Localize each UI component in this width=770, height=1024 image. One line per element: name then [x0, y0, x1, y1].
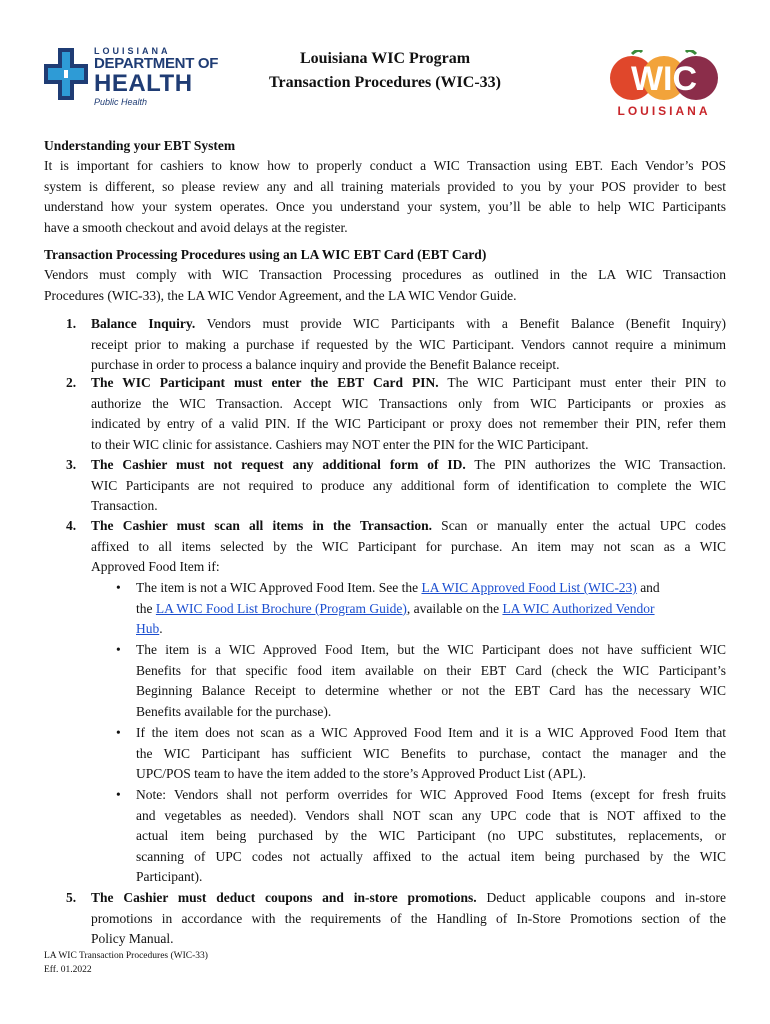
list-item-text: receipt prior to making a purchase if requested by the WIC Participant. Vendors cannot require a minimum — [91, 336, 726, 352]
paragraph-line: Procedures (WIC-33), the LA WIC Vendor Agreement, and the LA WIC Vendor Guide. — [44, 287, 517, 303]
list-item-text: to their WIC clinic for assistance. Cashiers may NOT enter the PIN for the WIC Participant. — [91, 436, 589, 452]
paragraph-line: system is different, so please review any and all training materials provided to you by your POS provider to best — [44, 178, 726, 194]
bullet-text: Beginning Balance Receipt to determine whether or not the EBT Card has the necessary WIC — [136, 683, 726, 699]
food-list-brochure-link[interactable]: LA WIC Food List Brochure (Program Guide) — [155, 600, 407, 616]
paragraph-line: It is important for cashiers to know how to properly conduct a WIC Transaction using EBT. Each Vendor’s POS — [44, 158, 726, 173]
list-item-lead: Balance Inquiry. — [91, 316, 196, 331]
bullet-item — [136, 785, 726, 888]
bullet-item — [136, 723, 726, 785]
ldh-health-label: HEALTH — [94, 70, 193, 97]
bullet-text: . — [159, 621, 163, 637]
ldh-state-label: LOUISIANA — [94, 46, 171, 56]
footer-effective-date: Eff. 01.2022 — [44, 965, 92, 975]
ldh-logo — [44, 46, 224, 108]
bullet-text: the WIC Participant has sufficient WIC Benefits to purchase, contact the manager and the — [136, 745, 726, 761]
list-number: 1. — [66, 316, 77, 331]
list-item — [91, 373, 726, 455]
bullet-text: and — [636, 580, 660, 595]
list-item-text: Vendors must provide WIC Participants with a Benefit Balance (Benefit Inquiry) — [195, 316, 726, 331]
paragraph-line: Vendors must comply with WIC Transaction Processing procedures as outlined in the LA WIC Transaction — [44, 267, 726, 282]
bullet-text: The item is not a WIC Approved Food Item. See the — [136, 580, 422, 595]
paragraph-line: understand how your system operates. Once you understand your system, you’ll be able to help WIC Participants — [44, 199, 726, 215]
ldh-dept-label: DEPARTMENT OF — [94, 55, 219, 72]
list-item — [91, 888, 726, 950]
list-item-text: The PIN authorizes the WIC Transaction. — [465, 457, 726, 472]
list-item-text: Transaction. — [91, 498, 158, 514]
health-cross-icon — [44, 48, 88, 100]
list-number: 5. — [66, 890, 77, 905]
list-item — [91, 455, 726, 517]
list-item-text: Deduct applicable coupons and in-store — [476, 890, 726, 905]
list-item-text: indicated by entry of a valid PIN. If the WIC Participant or proxy does not remember their PIN, refer them — [91, 416, 726, 432]
list-item — [91, 516, 726, 578]
list-item-text: WIC Participants are not required to produce any additional form of identification to complete the WIC — [91, 477, 726, 493]
list-item-text: The WIC Participant must enter their PIN to — [438, 375, 726, 390]
list-item-text: authorize the WIC Transaction. Accept WIC Transactions only from WIC Participants or proxies as — [91, 395, 726, 411]
section-paragraph-transaction-processing — [44, 265, 726, 306]
bullet-text: If the item does not scan as a WIC Approved Food Item and it is a WIC Approved Food Item that — [136, 725, 726, 740]
list-item-text: affixed to all items selected by the WIC Participant for purchase. An item may not scan as a WIC — [91, 538, 726, 554]
vendor-hub-link[interactable]: LA WIC Authorized Vendor — [502, 600, 655, 616]
bullet-item — [136, 578, 726, 640]
section-heading-transaction-processing: Transaction Processing Procedures using an LA WIC EBT Card (EBT Card) — [44, 247, 487, 262]
wic-23-link[interactable]: LA WIC Approved Food List (WIC-23) — [421, 580, 637, 595]
bullet-text: Note: Vendors shall not perform overrides for WIC Approved Food Items (except for fresh fruits — [136, 787, 726, 802]
list-item-text: Scan or manually enter the actual UPC codes — [431, 518, 726, 533]
bullet-item — [136, 640, 726, 722]
doc-title: Louisiana WIC Program — [299, 50, 471, 67]
wic-state-label: LOUISIANA — [617, 104, 711, 118]
list-item-text: Approved Food Item if: — [91, 559, 220, 575]
bullet-text: , available on the — [406, 600, 503, 616]
bullet-text: scanning of UPC codes not actually affixed to the actual item being purchased by the WIC — [136, 848, 726, 864]
bullet-text: Benefits available for the purchase). — [136, 703, 332, 719]
bullet-text: the — [136, 600, 156, 616]
section-heading-ebt-system: Understanding your EBT System — [44, 138, 236, 153]
list-item-text: Policy Manual. — [91, 931, 174, 947]
bullet-icon: • — [116, 642, 121, 657]
wic-logo-icon — [604, 50, 724, 102]
wic-logo-text: WIC — [630, 60, 698, 98]
ldh-public-health-label: Public Health — [94, 97, 148, 107]
vendor-hub-link-continued[interactable]: Hub — [136, 621, 160, 637]
list-item-lead: The Cashier must deduct coupons and in-store promotions. — [91, 890, 477, 905]
doc-subtitle: Transaction Procedures (WIC-33) — [269, 74, 501, 91]
bullet-text: actual item being purchased by the WIC Participant (no UPC substitutes, replacements, or — [136, 828, 726, 844]
list-item-lead: The Cashier must not request any additional form of ID. — [91, 457, 466, 472]
wic-louisiana-logo — [604, 50, 724, 120]
list-number: 2. — [66, 375, 77, 390]
bullet-icon: • — [116, 787, 121, 802]
list-item-text: purchase in order to process a balance inquiry and provide the Benefit Balance receipt. — [91, 357, 560, 373]
section-paragraph-ebt-system — [44, 156, 726, 238]
list-item-lead: The Cashier must scan all items in the Transaction. — [91, 518, 432, 533]
list-number: 4. — [66, 518, 77, 533]
bullet-text: The item is a WIC Approved Food Item, but the WIC Participant does not have sufficient WIC — [136, 642, 726, 657]
list-item-text: promotions in accordance with the requirements of the Handling of In-Store Promotions section of the — [91, 910, 726, 926]
bullet-text: UPC/POS team to have the item added to the store’s Approved Product List (APL). — [136, 766, 586, 782]
bullet-text: and vegetables as needed). Vendors shall NOT scan any UPC code that is NOT affixed to the — [136, 807, 726, 823]
bullet-text: Participant). — [136, 869, 203, 885]
bullet-icon: • — [116, 725, 121, 740]
list-item-lead: The WIC Participant must enter the EBT Card PIN. — [91, 375, 439, 390]
footer-doc-name: LA WIC Transaction Procedures (WIC-33) — [44, 951, 208, 961]
bullet-icon: • — [116, 580, 121, 595]
paragraph-line: have a smooth checkout and avoid delays at the register. — [44, 219, 348, 235]
list-item — [91, 314, 726, 376]
bullet-text: Benefits for that specific food item available on their EBT Card (check the WIC Participant’s — [136, 662, 726, 678]
list-number: 3. — [66, 457, 77, 472]
